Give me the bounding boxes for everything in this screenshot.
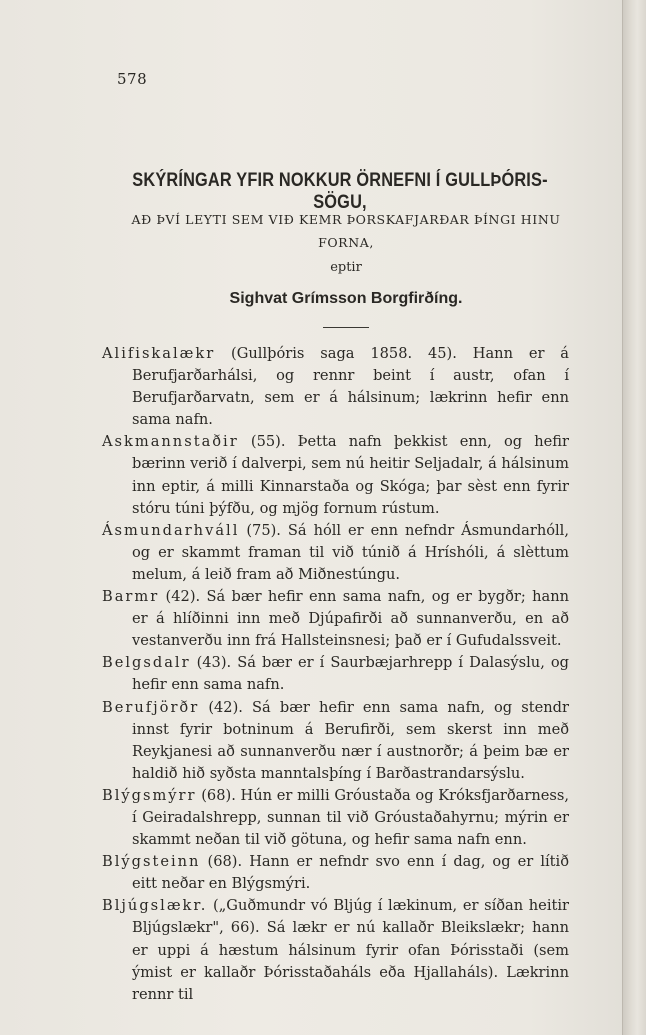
- entry-text: (Gullþóris saga 1858. 45). Hann er á Berufjarðarhálsi, og rennr beint í austr, ofan í Berufjarðarvatn, sem er á hálsinum; lækrinn hefir enn sama nafn.: [132, 345, 569, 429]
- entry-headword: Belgsdalr: [102, 654, 191, 672]
- entry-text: (75). Sá hóll er enn nefndr Ásmundarhóll, og er skammt framan til við túnið á Hríshóli, á slèttum melum, á leið fram að Miðnestúngu.: [132, 521, 569, 583]
- entry-headword: Askmannstaðir: [102, 433, 239, 451]
- entry-headword: Blýgsteinn: [102, 853, 201, 871]
- entry-text: (68). Hún er milli Gróustaða og Króksfjarðarness, í Geiradalshrepp, sunnan til við Gróustaðahyrnu; mýrin er skammt neðan til við götuna, og hefir sama nafn enn.: [132, 786, 569, 849]
- entry-headword: Berufjörðr: [102, 698, 200, 716]
- entry-text: („Guðmundr vó Bljúg í lækinum, er síðan heitir Bljúgslækr", 66). Sá lækr er nú kallaðr Bleikslækr; hann er uppi á hæstum hálsinum fyrir ofan Þórisstaði (sem ýmist er kallaðr Þórisstaðaháls eða Hjallaháls). Lækrinn rennr til: [132, 897, 569, 1003]
- page-gutter: [622, 0, 646, 1035]
- entry-headword: Ásmundarhváll: [102, 521, 240, 539]
- entry-headword: Bljúgslækr.: [102, 897, 208, 915]
- entry-headword: Barmr: [102, 588, 160, 606]
- entry-text: (43). Sá bær er í Saurbæjarhrepp í Dalasýslu, og hefir enn sama nafn.: [132, 654, 569, 694]
- glossary-entry: [102, 895, 569, 1005]
- chapter-subtitle: [90, 208, 602, 254]
- page-number: 578: [117, 70, 148, 88]
- glossary-entry: [102, 697, 569, 785]
- glossary-entry: [102, 431, 569, 519]
- entry-text: (42). Sá bær hefir enn sama nafn, og er bygðr; hann er á hlíðinni inn með Djúpafirði að sunnanverðu, en að vestanverðu inn frá Hallsteinsnesi; það er í Gufudalssveit.: [132, 588, 569, 650]
- subtitle-line: AÐ ÞVÍ LEYTI SEM VIÐ KEMR ÞORSKAFJARÐAR ÞÍNGI HINU: [131, 212, 561, 227]
- entry-headword: Alifiskalækr: [102, 345, 216, 362]
- chapter-title: SKÝRÍNGAR YFIR NOKKUR ÖRNEFNI Í GULLÞÓRIS-SÖGU,: [132, 170, 548, 213]
- entry-text: (55). Þetta nafn þekkist enn, og hefir bærinn verið í dalverpi, sem nú heitir Seljadalr, á hálsinum inn eptir, á milli Kinnarstaða og Skóga; þar sèst enn fyrir stóru túni þýfðu, og mjög fornum rústum.: [132, 433, 569, 517]
- author-name: Sighvat Grímsson Borgfirðíng.: [229, 290, 463, 307]
- entry-headword: Blýgsmýrr: [102, 786, 197, 804]
- subtitle-line: FORNA,: [318, 235, 374, 250]
- glossary-entry: [102, 652, 569, 696]
- glossary-entry: [102, 343, 569, 431]
- glossary-entry: [102, 586, 569, 652]
- glossary-entry: [102, 520, 569, 586]
- glossary-entries: [102, 343, 569, 1006]
- entry-text: (42). Sá bær hefir enn sama nafn, og stendr innst fyrir botninum á Berufirði, sem skerst inn með Reykjanesi að sunnanverðu nær í austnorðr; á þeim bæ er haldið hið syðsta manntalsþíng í Barðastrandarsýslu.: [132, 698, 569, 782]
- byline-prefix: eptir: [330, 260, 362, 275]
- glossary-entry: [102, 785, 569, 851]
- glossary-entry: [102, 851, 569, 895]
- entry-text: (68). Hann er nefndr svo enn í dag, og er lítið eitt neðar en Blýgsmýri.: [132, 853, 569, 893]
- section-divider: [323, 327, 369, 328]
